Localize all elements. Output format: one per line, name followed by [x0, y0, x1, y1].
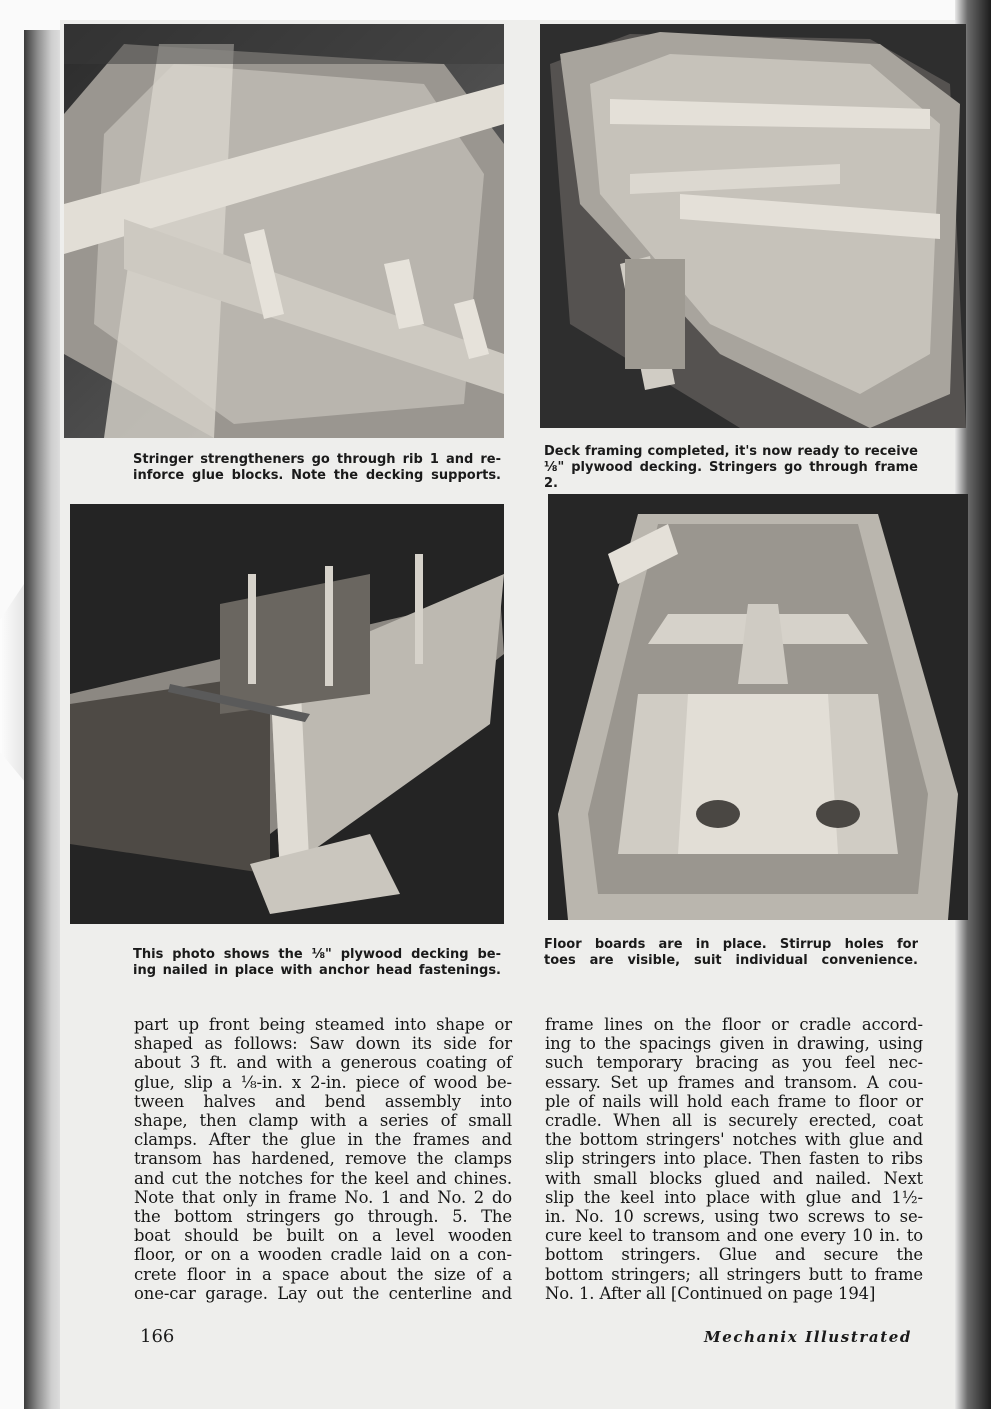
body-line: with small blocks glued and nailed. Next: [545, 1168, 923, 1188]
body-line: such temporary bracing as you feel nec-: [545, 1053, 923, 1073]
caption-line: toes are visible, suit individual convenience.: [544, 953, 918, 968]
body-line: cradle. When all is securely erected, coat: [545, 1111, 923, 1131]
caption-photo-1: [133, 452, 501, 484]
body-line: shape, then clamp with a series of small: [134, 1111, 512, 1131]
body-line: No. 1. After all [Continued on page 194]: [545, 1283, 876, 1303]
body-line: crete floor in a space about the size of a: [134, 1264, 512, 1284]
body-line: one-car garage. Lay out the centerline and: [134, 1283, 512, 1303]
body-line: Note that only in frame No. 1 and No. 2 do: [134, 1187, 512, 1207]
body-line: essary. Set up frames and transom. A cou-: [545, 1072, 923, 1092]
body-line: and cut the notches for the keel and chines.: [134, 1168, 512, 1188]
caption-line: inforce glue blocks. Note the decking supports.: [133, 468, 501, 483]
body-line: part up front being steamed into shape or: [134, 1015, 512, 1034]
body-line: about 3 ft. and with a generous coating of: [134, 1053, 512, 1073]
body-line: slip the keel into place with glue and 1½-: [545, 1187, 923, 1207]
body-line: transom has hardened, remove the clamps: [134, 1149, 512, 1169]
body-line: floor, or on a wooden cradle laid on a con-: [134, 1245, 512, 1265]
caption-line: Stringer strengtheners go through rib 1 and re-: [133, 452, 501, 467]
photo-deck-framing-completed: [540, 24, 966, 428]
body-column-left: [134, 1015, 512, 1303]
caption-line: ⅛" plywood decking. Stringers go through frame 2.: [544, 460, 918, 491]
caption-line: This photo shows the ⅛" plywood decking be-: [133, 947, 501, 962]
caption-photo-3: [133, 947, 501, 979]
caption-photo-2: [544, 444, 918, 492]
page-number: 166: [140, 1326, 175, 1347]
body-line: cure keel to transom and one every 10 in. to: [545, 1226, 923, 1246]
body-line: frame lines on the floor or cradle accord-: [545, 1015, 923, 1034]
body-line: glue, slip a ⅛-in. x 2-in. piece of wood be-: [134, 1072, 512, 1092]
caption-photo-4: [544, 937, 918, 969]
photo-stringer-strengtheners: [64, 24, 504, 438]
body-line: the bottom stringers go through. 5. The: [134, 1207, 512, 1227]
photo-plywood-decking-nailed: [70, 504, 504, 924]
body-column-right: [545, 1015, 923, 1303]
body-line: tween halves and bend assembly into: [134, 1091, 512, 1111]
body-line: slip stringers into place. Then fasten to ribs: [545, 1149, 923, 1169]
body-line: ing to the spacings given in drawing, using: [545, 1034, 923, 1054]
caption-line: Floor boards are in place. Stirrup holes for: [544, 937, 918, 952]
caption-line: Deck framing completed, it's now ready to receive: [544, 444, 918, 459]
body-line: in. No. 10 screws, using two screws to se-: [545, 1207, 923, 1227]
body-line: bottom stringers; all stringers butt to frame: [545, 1264, 923, 1284]
photo-floor-boards-in-place: [548, 494, 968, 920]
body-line: the bottom stringers' notches with glue and: [545, 1130, 923, 1150]
caption-line: ing nailed in place with anchor head fastenings.: [133, 963, 501, 978]
body-line: ple of nails will hold each frame to floor or: [545, 1091, 923, 1111]
body-line: bottom stringers. Glue and secure the: [545, 1245, 923, 1265]
body-line: shaped as follows: Saw down its side for: [134, 1034, 512, 1054]
magazine-title: Mechanix Illustrated: [704, 1328, 912, 1346]
body-line: clamps. After the glue in the frames and: [134, 1130, 512, 1150]
body-line: boat should be built on a level wooden: [134, 1226, 512, 1246]
